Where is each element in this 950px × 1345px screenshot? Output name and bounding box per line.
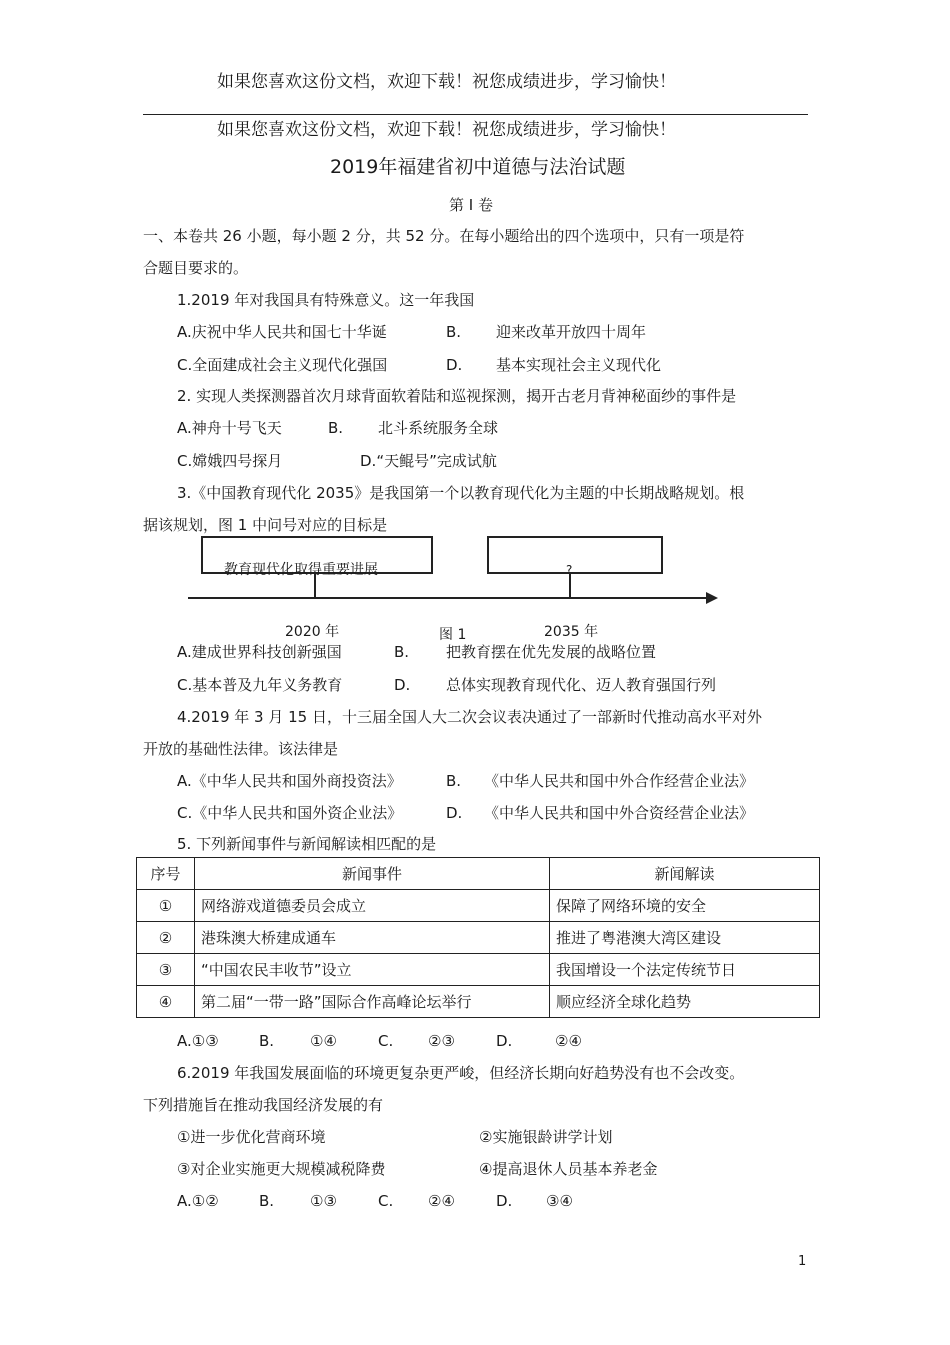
q3-stem-line-1: 3.《中国教育现代化 2035》是我国第一个以教育现代化为主题的中长期战略规划。根 [177,484,745,502]
q6-option-d-letter: D. [496,1192,513,1210]
instruction-line-2: 合题目要求的。 [143,259,249,277]
q5-option-d-letter: D. [496,1032,513,1050]
q5-option-c-text: ②③ [428,1032,455,1050]
q3-option-d-text: 总体实现教育现代化、迈人教育强国行列 [446,676,717,694]
q6-option-b-letter: B. [259,1192,275,1210]
q1-option-d-text: 基本实现社会主义现代化 [496,356,662,374]
q4-option-d-text: 《中华人民共和国中外合资经营企业法》 [484,804,755,822]
q5-option-a: A.①③ [177,1032,219,1050]
q6-item-2: ②实施银龄讲学计划 [479,1128,613,1146]
news-reading: 推进了粤港澳大湾区建设 [550,922,820,954]
q6-stem-line-2: 下列措施旨在推动我国经济发展的有 [143,1096,384,1114]
q1-option-a: A.庆祝中华人民共和国七十华诞 [177,323,387,341]
q4-stem-line-1: 4.2019 年 3 月 15 日，十三届全国人大二次会议表决通过了一部新时代推动高水平对外 [177,708,762,726]
table-row [137,890,820,922]
q6-option-b-text: ①③ [310,1192,337,1210]
instruction-line-1: 一、本卷共 26 小题，每小题 2 分，共 52 分。在每小题给出的四个选项中，只有一项是符 [143,227,745,245]
q4-option-c: C.《中华人民共和国外资企业法》 [177,804,403,822]
q2-stem: 2. 实现人类探测器首次月球背面软着陆和巡视探测，揭开古老月背神秘面纱的事件是 [177,387,737,405]
q3-option-b-text: 把教育摆在优先发展的战略位置 [446,643,657,661]
q2-option-b-text: 北斗系统服务全球 [378,419,499,437]
q6-option-c-text: ②④ [428,1192,455,1210]
q2-option-d: D.“天鲲号”完成试航 [360,452,497,470]
table-row [137,922,820,954]
q1-stem: 1.2019 年对我国具有特殊意义。这一年我国 [177,291,475,309]
news-reading: 我国增设一个法定传统节日 [550,954,820,986]
q4-option-b-letter: B. [446,772,462,790]
q3-option-a: A.建成世界科技创新强国 [177,643,342,661]
news-reading: 顺应经济全球化趋势 [550,986,820,1018]
banner-top: 如果您喜欢这份文档，欢迎下载！祝您成绩进步，学习愉快！ [217,72,676,92]
figure-year-2020: 2020 年 [285,624,340,640]
figure-caption: 图 1 [439,627,467,643]
header-divider [143,114,808,115]
q6-item-4: ④提高退休人员基本养老金 [479,1160,658,1178]
table-header-cell: 新闻事件 [195,858,550,890]
news-event: 网络游戏道德委员会成立 [195,890,550,922]
q4-stem-line-2: 开放的基础性法律。该法律是 [143,740,339,758]
q3-option-d-letter: D. [394,676,411,694]
q2-option-c: C.嫦娥四号探月 [177,452,283,470]
timeline-arrowhead [706,592,718,604]
q2-option-a: A.神舟十号飞天 [177,419,282,437]
figure-tick-2035 [569,572,571,598]
q3-stem-line-2: 据该规划，图 1 中问号对应的目标是 [143,516,388,534]
q5-option-d-text: ②④ [555,1032,582,1050]
figure-box-2020-label: 教育现代化取得重要进展 [224,562,378,578]
q4-option-a: A.《中华人民共和国外商投资法》 [177,772,402,790]
banner-second: 如果您喜欢这份文档，欢迎下载！祝您成绩进步，学习愉快！ [217,120,676,140]
news-event: 港珠澳大桥建成通车 [195,922,550,954]
page-title: 2019年福建省初中道德与法治试题 [330,156,626,178]
news-table [136,857,820,1018]
row-number: ③ [137,954,195,986]
news-event: 第二届“一带一路”国际合作高峰论坛举行 [195,986,550,1018]
row-number: ④ [137,986,195,1018]
q6-option-a: A.①② [177,1192,219,1210]
q6-item-1: ①进一步优化营商环境 [177,1128,326,1146]
table-header-cell: 序号 [137,858,195,890]
q5-option-b-text: ①④ [310,1032,337,1050]
q5-option-c-letter: C. [378,1032,394,1050]
q3-option-b-letter: B. [394,643,410,661]
table-row [137,954,820,986]
figure-box-2035 [487,536,663,574]
q6-option-c-letter: C. [378,1192,394,1210]
q6-option-d-text: ③④ [546,1192,573,1210]
q1-option-c: C.全面建成社会主义现代化强国 [177,356,388,374]
q4-option-b-text: 《中华人民共和国中外合作经营企业法》 [484,772,755,790]
figure-box-2035-question: ? [566,563,573,577]
figure-year-2035: 2035 年 [544,624,599,640]
q5-option-b-letter: B. [259,1032,275,1050]
timeline-axis [188,597,708,599]
q5-stem: 5. 下列新闻事件与新闻解读相匹配的是 [177,835,437,853]
q4-option-d-letter: D. [446,804,463,822]
news-reading: 保障了网络环境的安全 [550,890,820,922]
table-row [137,986,820,1018]
news-event: “中国农民丰收节”设立 [195,954,550,986]
q3-option-c: C.基本普及九年义务教育 [177,676,343,694]
table-header-cell: 新闻解读 [550,858,820,890]
q1-option-d-letter: D. [446,356,463,374]
table-header-row [137,858,820,890]
q6-stem-line-1: 6.2019 年我国发展面临的环境更复杂更严峻，但经济长期向好趋势没有也不会改变。 [177,1064,745,1082]
q6-item-3: ③对企业实施更大规模减税降费 [177,1160,386,1178]
volume-label: 第 I 卷 [449,196,493,214]
page-number: 1 [798,1254,807,1269]
q1-option-b-letter: B. [446,323,462,341]
figure-tick-2020 [314,572,316,598]
q2-option-b-letter: B. [328,419,344,437]
row-number: ② [137,922,195,954]
row-number: ① [137,890,195,922]
q1-option-b-text: 迎来改革开放四十周年 [496,323,647,341]
